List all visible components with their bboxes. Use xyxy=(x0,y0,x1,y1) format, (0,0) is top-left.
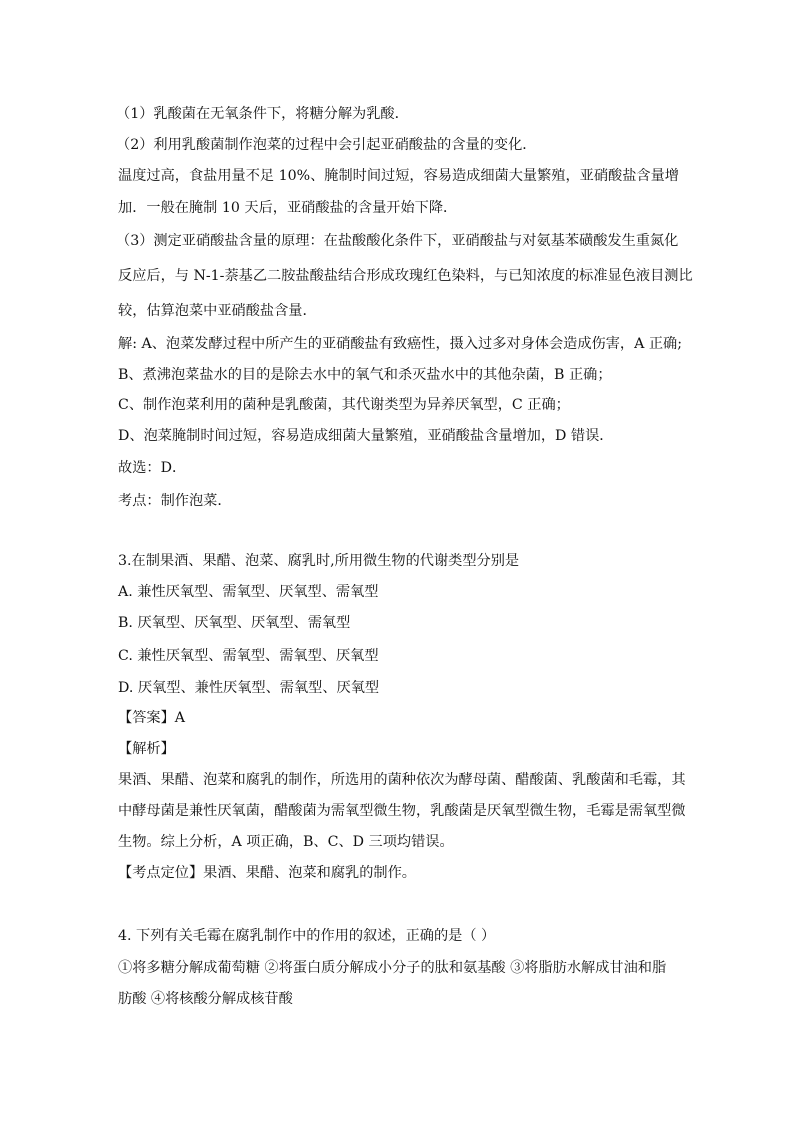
question-title: 3.在制果酒、果醋、泡菜、腐乳时,所用微生物的代谢类型分别是 xyxy=(118,553,520,569)
text-line: （3）测定亚硝酸盐含量的原理：在盐酸酸化条件下，亚硝酸盐与对氨基苯磺酸发生重氮化 xyxy=(116,233,679,249)
text-line: 果酒、果醋、泡菜和腐乳的制作，所选用的菌种依次为酵母菌、醋酸菌、乳酸菌和毛霉，其 xyxy=(118,772,686,788)
answer-heading: 【答案】A xyxy=(118,710,185,726)
text-line: 考点：制作泡菜． xyxy=(118,493,232,509)
text-line: B、煮沸泡菜盐水的目的是除去水中的氧气和杀灭盐水中的其他杂菌，B 正确； xyxy=(118,367,612,383)
text-line: 较，估算泡菜中亚硝酸盐含量． xyxy=(118,303,317,319)
option-b: B. 厌氧型、厌氧型、厌氧型、需氧型 xyxy=(118,615,351,631)
question-title: 4. 下列有关毛霉在腐乳制作中的作用的叙述，正确的是（ ） xyxy=(118,928,496,944)
text-line: （2）利用乳酸菌制作泡菜的过程中会引起亚硝酸盐的含量的变化． xyxy=(116,137,537,153)
text-line: 解: A、泡菜发酵过程中所产生的亚硝酸盐有致癌性，摄入过多对身体会造成伤害，A 正确; xyxy=(118,336,683,352)
option-c: C. 兼性厌氧型、需氧型、需氧型、厌氧型 xyxy=(118,648,379,664)
text-line: C、制作泡菜利用的菌种是乳酸菌，其代谢类型为异养厌氧型，C 正确； xyxy=(118,397,570,413)
option-d: D. 厌氧型、兼性厌氧型、需氧型、厌氧型 xyxy=(118,680,380,696)
analysis-heading: 【解析】 xyxy=(118,741,175,757)
text-line: 肪酸 ④将核酸分解成核苷酸 xyxy=(118,991,293,1007)
text-line: 故选：D． xyxy=(118,460,187,476)
key-point-line: 【考点定位】果酒、果醋、泡菜和腐乳的制作。 xyxy=(118,865,416,881)
text-line: 温度过高，食盐用量不足 10%、腌制时间过短，容易造成细菌大量繁殖，亚硝酸盐含量增 xyxy=(118,168,679,184)
text-line: D、泡菜腌制时间过短，容易造成细菌大量繁殖，亚硝酸盐含量增加，D 错误． xyxy=(118,428,614,444)
text-line: 生物。综上分析，A 项正确，B、C、D 三项均错误。 xyxy=(118,834,454,850)
text-line: ①将多糖分解成葡萄糖 ②将蛋白质分解成小分子的肽和氨基酸 ③将脂肪水解成甘油和脂 xyxy=(118,960,667,976)
option-a: A. 兼性厌氧型、需氧型、厌氧型、需氧型 xyxy=(118,584,379,600)
text-line: 加．一般在腌制 10 天后，亚硝酸盐的含量开始下降． xyxy=(118,200,458,216)
text-line: 中酵母菌是兼性厌氧菌，醋酸菌为需氧型微生物，乳酸菌是厌氧型微生物，毛霉是需氧型微 xyxy=(118,803,686,819)
text-line: 反应后，与 N-1-萘基乙二胺盐酸盐结合形成玫瑰红色染料，与已知浓度的标准显色液目测比 xyxy=(118,268,693,284)
text-line: （1）乳酸菌在无氧条件下，将糖分解为乳酸． xyxy=(116,106,409,122)
